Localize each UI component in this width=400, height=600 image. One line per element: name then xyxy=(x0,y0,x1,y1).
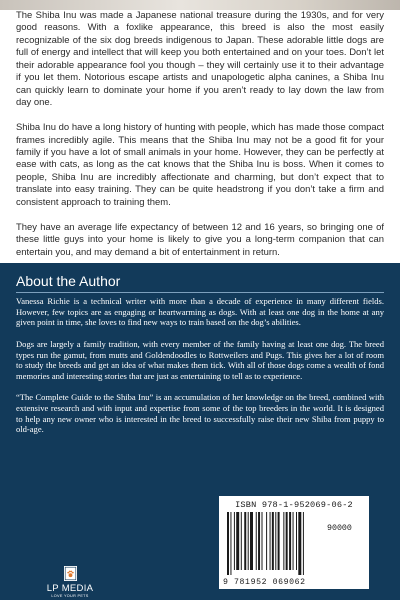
isbn-label: ISBN 978-1-952069-06-2 xyxy=(235,500,353,510)
publisher-logo xyxy=(42,566,98,600)
barcode-bars xyxy=(227,512,323,578)
barcode-bar xyxy=(270,512,271,570)
barcode-bar xyxy=(227,512,229,575)
barcode-bar xyxy=(256,512,257,570)
barcode-bar xyxy=(262,512,263,570)
barcode-bar xyxy=(303,512,304,575)
author-paragraph-2: Dogs are largely a family tradition, with every member of the family having at least one dog. The breed types run the gamut, from mutts and Goldendoodles to Rottweilers and Pugs. This gives her a lot of room to study the breeds and get an idea of what makes them tick. With all of those dogs come a wealth of fond memories and interesting stories that are just as entertaining to tell as to experience. xyxy=(16,338,384,381)
description-paragraph-2: Shiba Inu do have a long history of hunting with people, which has made those compact frames incredibly agile. This means that the Shiba Inu may not be a good fit for your family if you have a lot of small animals in your home. However, they can be perfectly at ease with cats, as long as the cat knows that the Shiba Inu is boss. When it comes to people, Shiba Inu are incredibly affectionate and charming, but don’t expect that to translate into easy training. They can be quite headstrong if you don’t take a firm and consistent approach to training them. xyxy=(16,122,384,208)
barcode-bar xyxy=(289,512,291,570)
barcode-bar xyxy=(275,512,276,570)
barcode-bar xyxy=(293,512,294,570)
barcode-bar xyxy=(266,512,267,570)
paw-book-icon xyxy=(64,566,77,581)
description-paragraph-3: They have an average life expectancy of between 12 and 16 years, so bringing one of these little guys into your home is likely to give you a long-term companion that can entertain you, and may demand a bit of entertainment in return. xyxy=(16,221,384,258)
barcode-bar xyxy=(234,512,235,570)
book-description xyxy=(16,10,384,259)
barcode-bar xyxy=(298,512,301,575)
cover-photo-strip xyxy=(0,0,400,10)
barcode-bar xyxy=(278,512,280,570)
barcode-bar xyxy=(283,512,284,570)
price-code: 90000 xyxy=(327,524,352,533)
barcode-bar xyxy=(230,512,231,575)
publisher-tagline: LOVE YOUR PETS xyxy=(51,594,89,598)
barcode-bar xyxy=(248,512,249,570)
isbn-barcode xyxy=(219,496,369,589)
barcode-bar xyxy=(236,512,239,570)
barcode-bar xyxy=(258,512,260,570)
barcode-bar xyxy=(250,512,253,570)
author-paragraph-1: Vanessa Richie is a technical writer with more than a decade of experience in many different fields. However, few topics are as engaging or heartwarming as dogs. With at least one dog in the home at any given point in time, she loves to find new ways to train based on the dog’s abilities. xyxy=(16,296,384,328)
barcode-bar xyxy=(296,512,297,570)
about-author-heading: About the Author xyxy=(16,273,121,289)
description-paragraph-1: The Shiba Inu was made a Japanese national treasure during the 1930s, and for very good reasons. With a foxlike appearance, this breed is also the most easily recognizable of the six dog breeds indigenous to Japan. These adorable little dogs are full of energy and intellect that will keep you both entertained and on your toes. Don’t let their adorable appearance fool you though – they will certainly use it to their advantage if you let them. Notorious escape artists and unapologetic alpha canines, a Shiba Inu can quickly learn to dominate your home if you aren’t ready to lay down the law from day one. xyxy=(16,10,384,109)
about-author-panel xyxy=(0,263,400,600)
barcode-bar xyxy=(272,512,274,570)
barcode-bar xyxy=(244,512,246,570)
barcode-bar xyxy=(286,512,288,570)
publisher-name: LP MEDIA xyxy=(46,583,94,594)
author-paragraph-3: “The Complete Guide to the Shiba Inu” is an accumulation of her knowledge on the breed, combined with extensive research and with input and expertise from some of the top breeders in the world. It is designed to help any new owner who is interested in the breed to successfully raise their new Shiba from puppy to old-age. xyxy=(16,392,384,435)
heading-divider xyxy=(16,292,384,293)
barcode-bar xyxy=(241,512,242,570)
author-bio xyxy=(16,296,384,435)
barcode-number: 9 781952 069062 xyxy=(223,578,306,587)
